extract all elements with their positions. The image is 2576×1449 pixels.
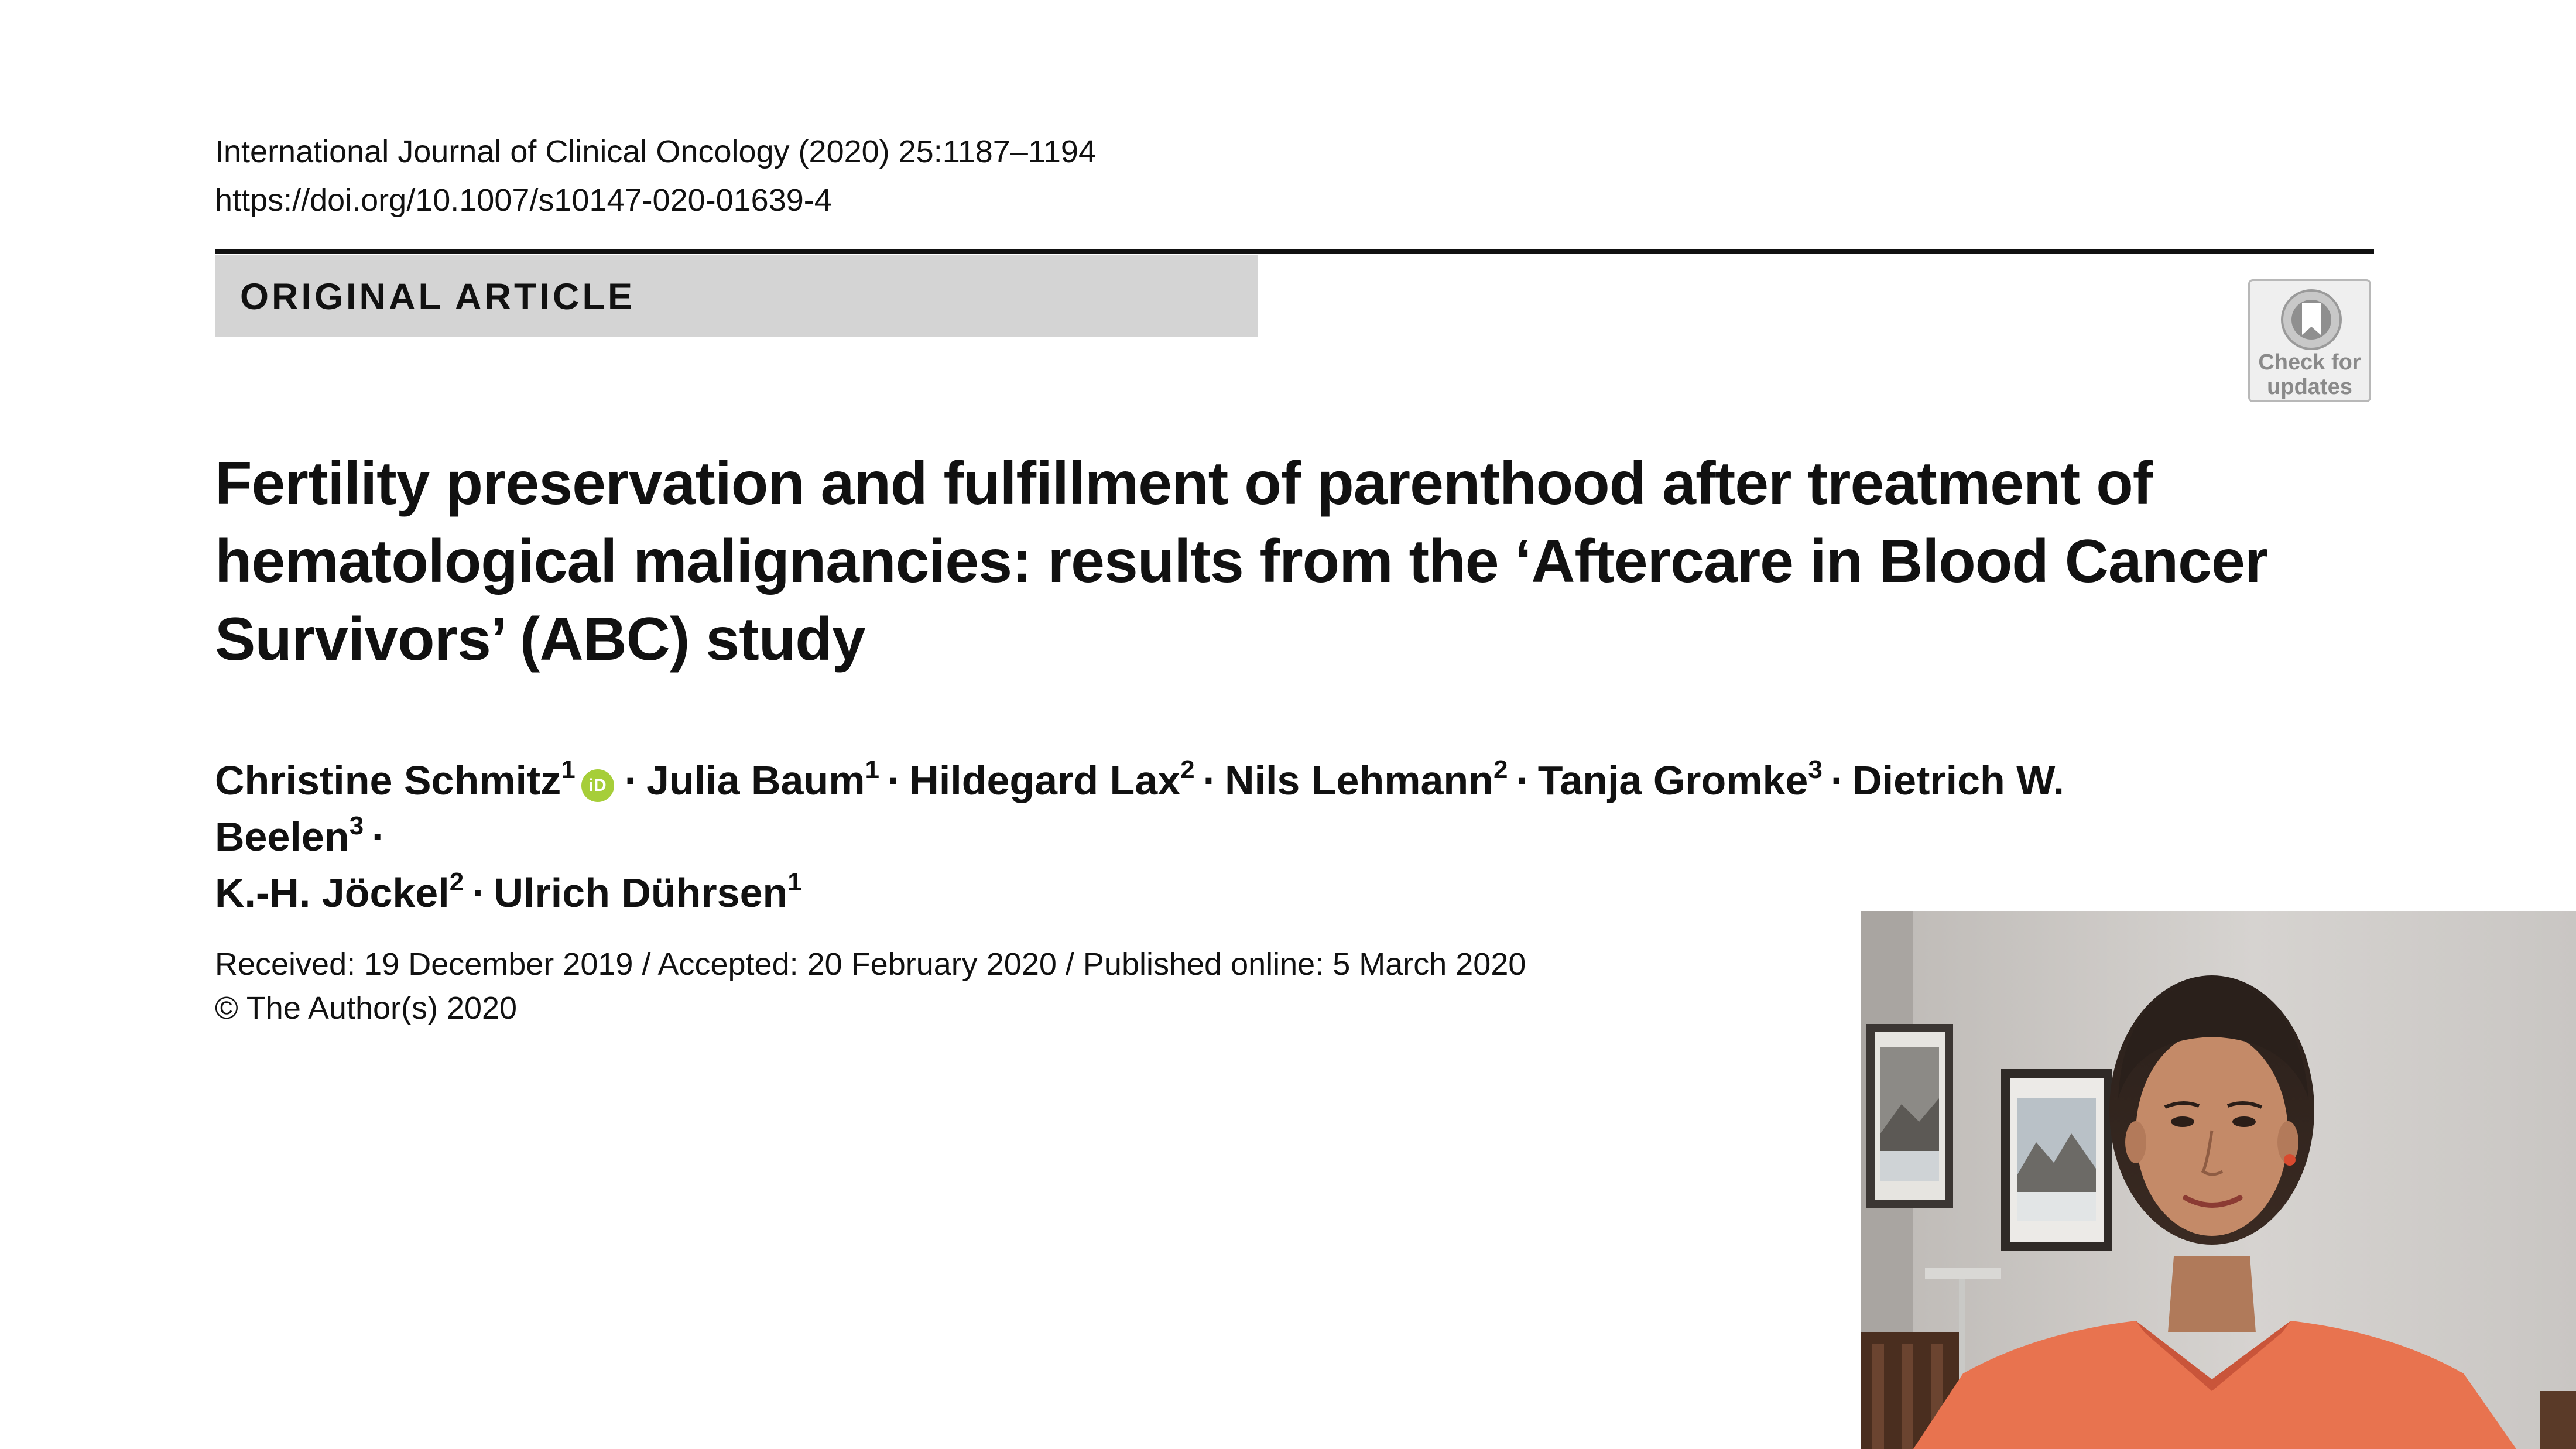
check-for-updates-label: Check for updates — [2258, 350, 2361, 399]
author[interactable]: Christine Schmitz$^1$ — [215, 755, 576, 803]
orcid-icon[interactable]: iD — [581, 769, 614, 802]
check-for-updates-button[interactable] — [2248, 279, 2371, 402]
author-list — [215, 752, 2235, 921]
journal-citation: International Journal of Clinical Oncology (2020) 25:1187–1194 — [215, 134, 1096, 169]
author[interactable]: Ulrich Dührsen$^1$ — [494, 868, 802, 916]
author-separator: · — [1830, 758, 1845, 803]
author-separator: · — [1516, 758, 1530, 803]
author-separator: · — [887, 758, 902, 803]
author[interactable]: Tanja Gromke$^3$ — [1537, 755, 1823, 803]
webcam-video — [1861, 911, 2576, 1449]
header-rule — [215, 249, 2374, 254]
article-type-label: ORIGINAL ARTICLE — [240, 276, 635, 317]
presenter-video-frame — [1861, 911, 2576, 1449]
author-separator: · — [1203, 758, 1217, 803]
publication-dates: Received: 19 December 2019 / Accepted: 20 February 2020 / Published online: 5 March 2020 — [215, 947, 1526, 982]
author[interactable]: Julia Baum$^1$ — [646, 755, 879, 803]
author-separator: · — [372, 814, 386, 859]
author[interactable]: K.-H. Jöckel$^2$ — [215, 868, 464, 916]
copyright-notice: © The Author(s) 2020 — [215, 991, 518, 1026]
article-title: Fertility preservation and fulfillment of parenthood after treatment of hematological malignancies: results from the ‘Aftercare in Blood Cancer Survivors’ (ABC) study — [215, 450, 2268, 673]
author-separator: · — [472, 870, 486, 916]
crossmark-icon — [2279, 287, 2344, 352]
doi-link[interactable]: https://doi.org/10.1007/s10147-020-01639-4 — [215, 183, 832, 218]
author[interactable]: Dietrich W. Beelen$^3$ — [215, 758, 2064, 859]
author[interactable]: Hildegard Lax$^2$ — [909, 755, 1195, 803]
author-separator: · — [624, 758, 639, 803]
author[interactable]: Nils Lehmann$^2$ — [1224, 755, 1508, 803]
